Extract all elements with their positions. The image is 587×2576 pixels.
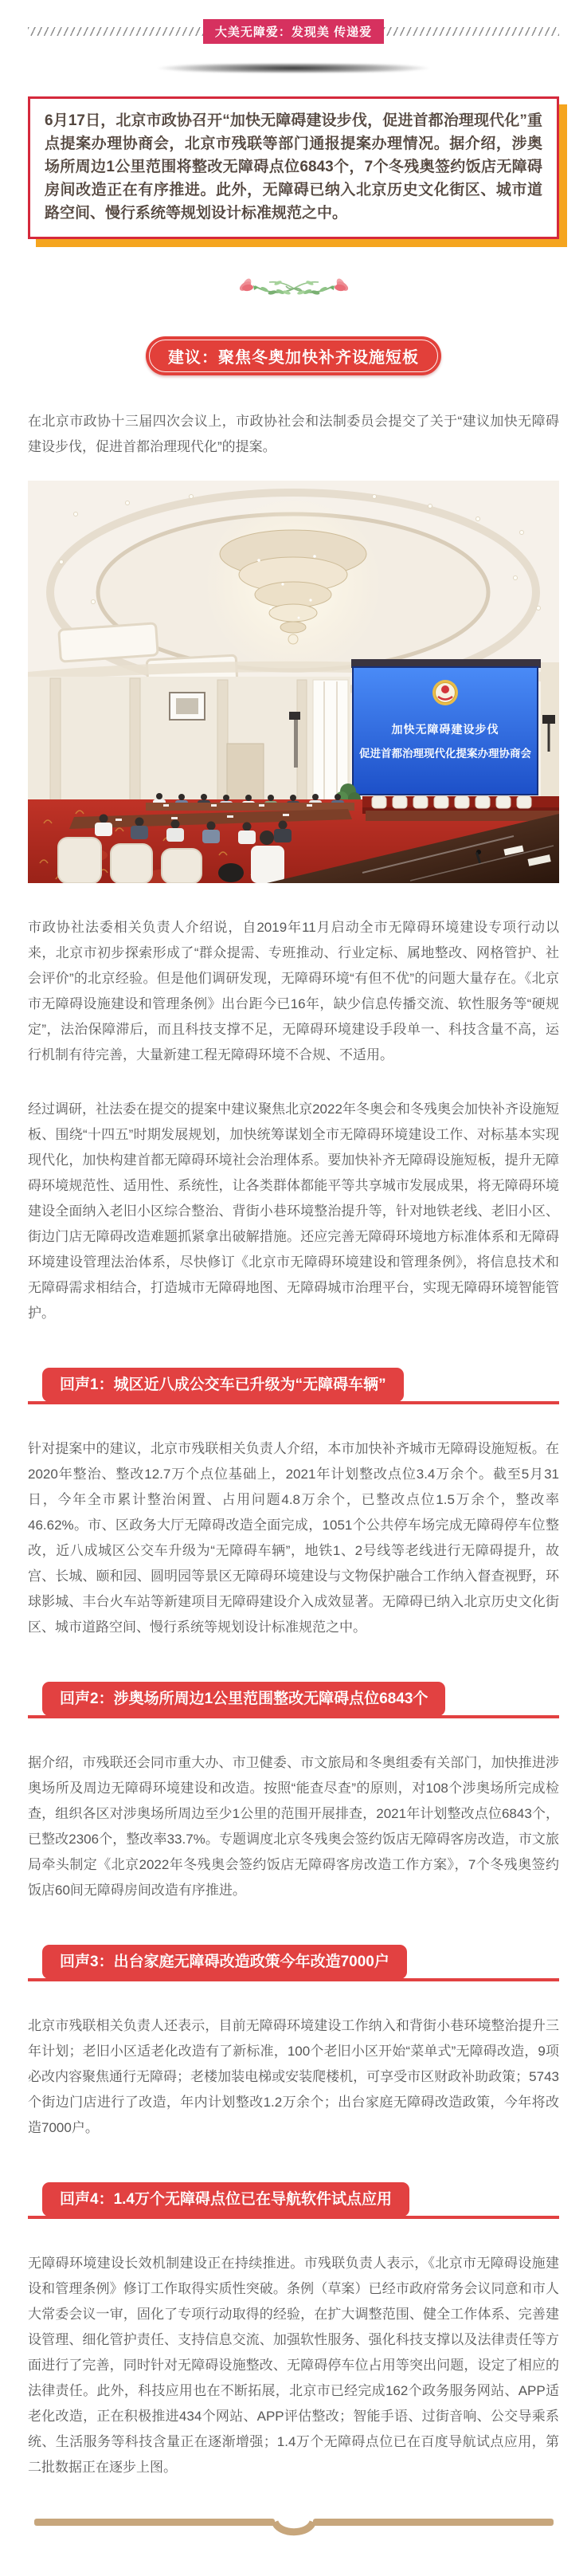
background-paragraph-2: 经过调研，社法委在提交的提案中建议聚焦北京2022年冬奥会和冬残奥会加快补齐设施短板、围绕“十四五”时期发展规划，加快统筹谋划全市无障碍环境建设工作、对标基本实现现代化，加快构建首都无障碍环境社会治理体系。要加快补齐无障碍设施短板，提升无障碍环境规范性、适用性、系统性，让各类群体都能平等共享城市发展成果，将无障碍环境建设全面纳入老旧小区综合整治、背街小巷环境整治提升等，针对地铁老线、老旧小区、街边门店无障碍改造难题抓紧拿出破解措施。还应完善无障碍环境地方标准体系和无障碍环境建设管理法治体系，尽快修订《北京市无障碍环境建设和管理条例》，将信息技术和无障碍需求相结合，打造城市无障碍地图、无障碍城市治理平台，实现无障碍环境智能管护。 xyxy=(28,1101,559,1321)
echo-1-heading xyxy=(28,1368,559,1404)
flower-divider-icon xyxy=(234,273,354,304)
echo-1-tag: 回声1：城区近八成公交车已升级为“无障碍车辆” xyxy=(42,1368,404,1402)
echo-4-paragraph: 无障碍环境建设长效机制建设正在持续推进。市残联负责人表示，《北京市无障碍设施建设和管理条例》修订工作取得实质性突破。条例（草案）已经市政府常务会议同意和市人大常委会议一审，固化了专项行动取得的经验，在扩大调整范围、健全工作体系、完善建设管理、细化管护责任、支持信息交流、加强软性服务、强化科技支撑以及法律责任等方面进行了完善，同时针对无障碍设施整改、无障碍停车位占用等突出问题，设定了相应的法律责任。此外，科技应用也在不断拓展，北京市已经完成162个政务服务网站、APP适老化改造，正在积极推进434个网站、APP评估整改；智能手语、过街音响、公交导乘系统、生活服务等科技含量正在逐渐增强；1.4万个无障碍点位已在百度导航试点应用，第二批数据正在逐步上图。 xyxy=(28,2256,559,2475)
hatch-right-decoration xyxy=(384,27,559,36)
shadow-divider xyxy=(108,64,479,73)
background-paragraph-1: 市政协社法委相关负责人介绍说，自2019年11月启动全市无障碍环境建设专项行动以来，北京市初步探索形成了“群众提需、专班推动、行业定标、属地整改、网格管护、社会评价”的北京经验。但是他们调研发现，无障碍环境“有但不优”的问题大量存在。《北京市无障碍设施建设和管理条例》出台距今已16年，缺少信息传播交流、软性服务等“硬规定”，法治保障滞后，而且科技支撑不足，无障碍环境建设手段单一、科技含量不高，运行机制有待完善，大量新建工程无障碍环境不合规、不适用。 xyxy=(28,920,559,1062)
screen-title-line1: 加快无障碍建设步伐 xyxy=(391,723,499,736)
intro-summary-box: 6月17日，北京市政协召开“加快无障碍建设步伐，促进首都治理现代化”重点提案办理协商会，北京市残联等部门通报提案办理情况。据介绍，涉奥场所周边1公里范围将整改无障碍点位6843个，7个冬残奥签约饭店无障碍房间改造正在有序推进。此外，无障碍已纳入北京历史文化街区、城市道路空间、慢行系统等规划设计标准规范之中。 xyxy=(28,96,559,239)
echo-2-heading xyxy=(28,1682,559,1718)
bottom-ribbon-divider xyxy=(31,2514,557,2576)
section-badge: 建议：聚焦冬奥加快补齐设施短板 xyxy=(146,336,441,375)
hatch-left-decoration xyxy=(28,27,203,36)
echo-3-tag: 回声3：出台家庭无障碍改造政策今年改造7000户 xyxy=(42,1945,407,1979)
meeting-photo xyxy=(28,481,559,883)
screen-title-line2: 促进首都治理现代化提案办理协商会 xyxy=(359,748,531,760)
echo-2-paragraph: 据介绍，市残联还会同市重大办、市卫健委、市文旅局和冬奥组委有关部门，加快推进涉奥场所及周边无障碍环境建设和改造。按照“能查尽查”的原则，对108个涉奥场所完成检查，组织各区对涉奥场所周边至少1公里的范围开展排查，2021年计划整改点位6843个，已整改2306个，整改率33.7%。专题调度北京冬残奥会签约饭店无障碍客房改造，市文旅局牵头制定《北京2022年冬残奥会签约饭店无障碍客房改造工作方案》，7个冬残奥签约饭店60间无障碍房间改造有序推进。 xyxy=(28,1755,559,1898)
echo-3-paragraph: 北京市残联相关负责人还表示，目前无障碍环境建设工作纳入和背街小巷环境整治提升三年计划；老旧小区适老化改造有了新标准，100个老旧小区开始“菜单式”无障碍改造，9项必改内容聚焦通行无障碍；老楼加装电梯或安装爬楼机，可享受市区财政补助政策；5743个街边门店进行了改造，年内计划整改1.2万余个；出台家庭无障碍改造政策，今年将改造7000户。 xyxy=(28,2018,559,2135)
echo-3-heading xyxy=(28,1945,559,1981)
lead-paragraph: 在北京市政协十三届四次会议上，市政协社会和法制委员会提交了关于“建议加快无障碍建设步伐，促进首都治理现代化”的提案。 xyxy=(28,414,559,454)
header-strip xyxy=(28,19,559,44)
echo-1-paragraph: 针对提案中的建议，北京市残联相关负责人介绍，本市加快补齐城市无障碍设施短板。在2020年整治、整改12.7万个点位基础上，2021年计划整改点位3.4万余个。截至5月31日，今年全市累计整治闲置、占用问题4.8万余个，已整改点位1.5万余个，整改率46.62%。市、区政务大厅无障碍改造全面完成，1051个公共停车场完成无障碍停车位整改，近八成城区公交车升级为“无障碍车辆”，地铁1、2号线等老线进行无障碍提升，故宫、长城、颐和园、圆明园等景区无障碍环境建设与文物保护融合工作纳入督查视野，环球影城、丰台火车站等新建项目无障碍建设介入成效显著。无障碍已纳入北京历史文化街区、城市道路空间、慢行系统等规划设计标准规范之中。 xyxy=(28,1441,559,1635)
echo-4-heading xyxy=(28,2182,559,2219)
echo-4-tag: 回声4：1.4万个无障碍点位已在导航软件试点应用 xyxy=(42,2182,409,2217)
header-ribbon-label: 大美无障爱：发现美 传递爱 xyxy=(203,19,384,44)
echo-2-tag: 回声2：涉奥场所周边1公里范围整改无障碍点位6843个 xyxy=(42,1682,445,1716)
